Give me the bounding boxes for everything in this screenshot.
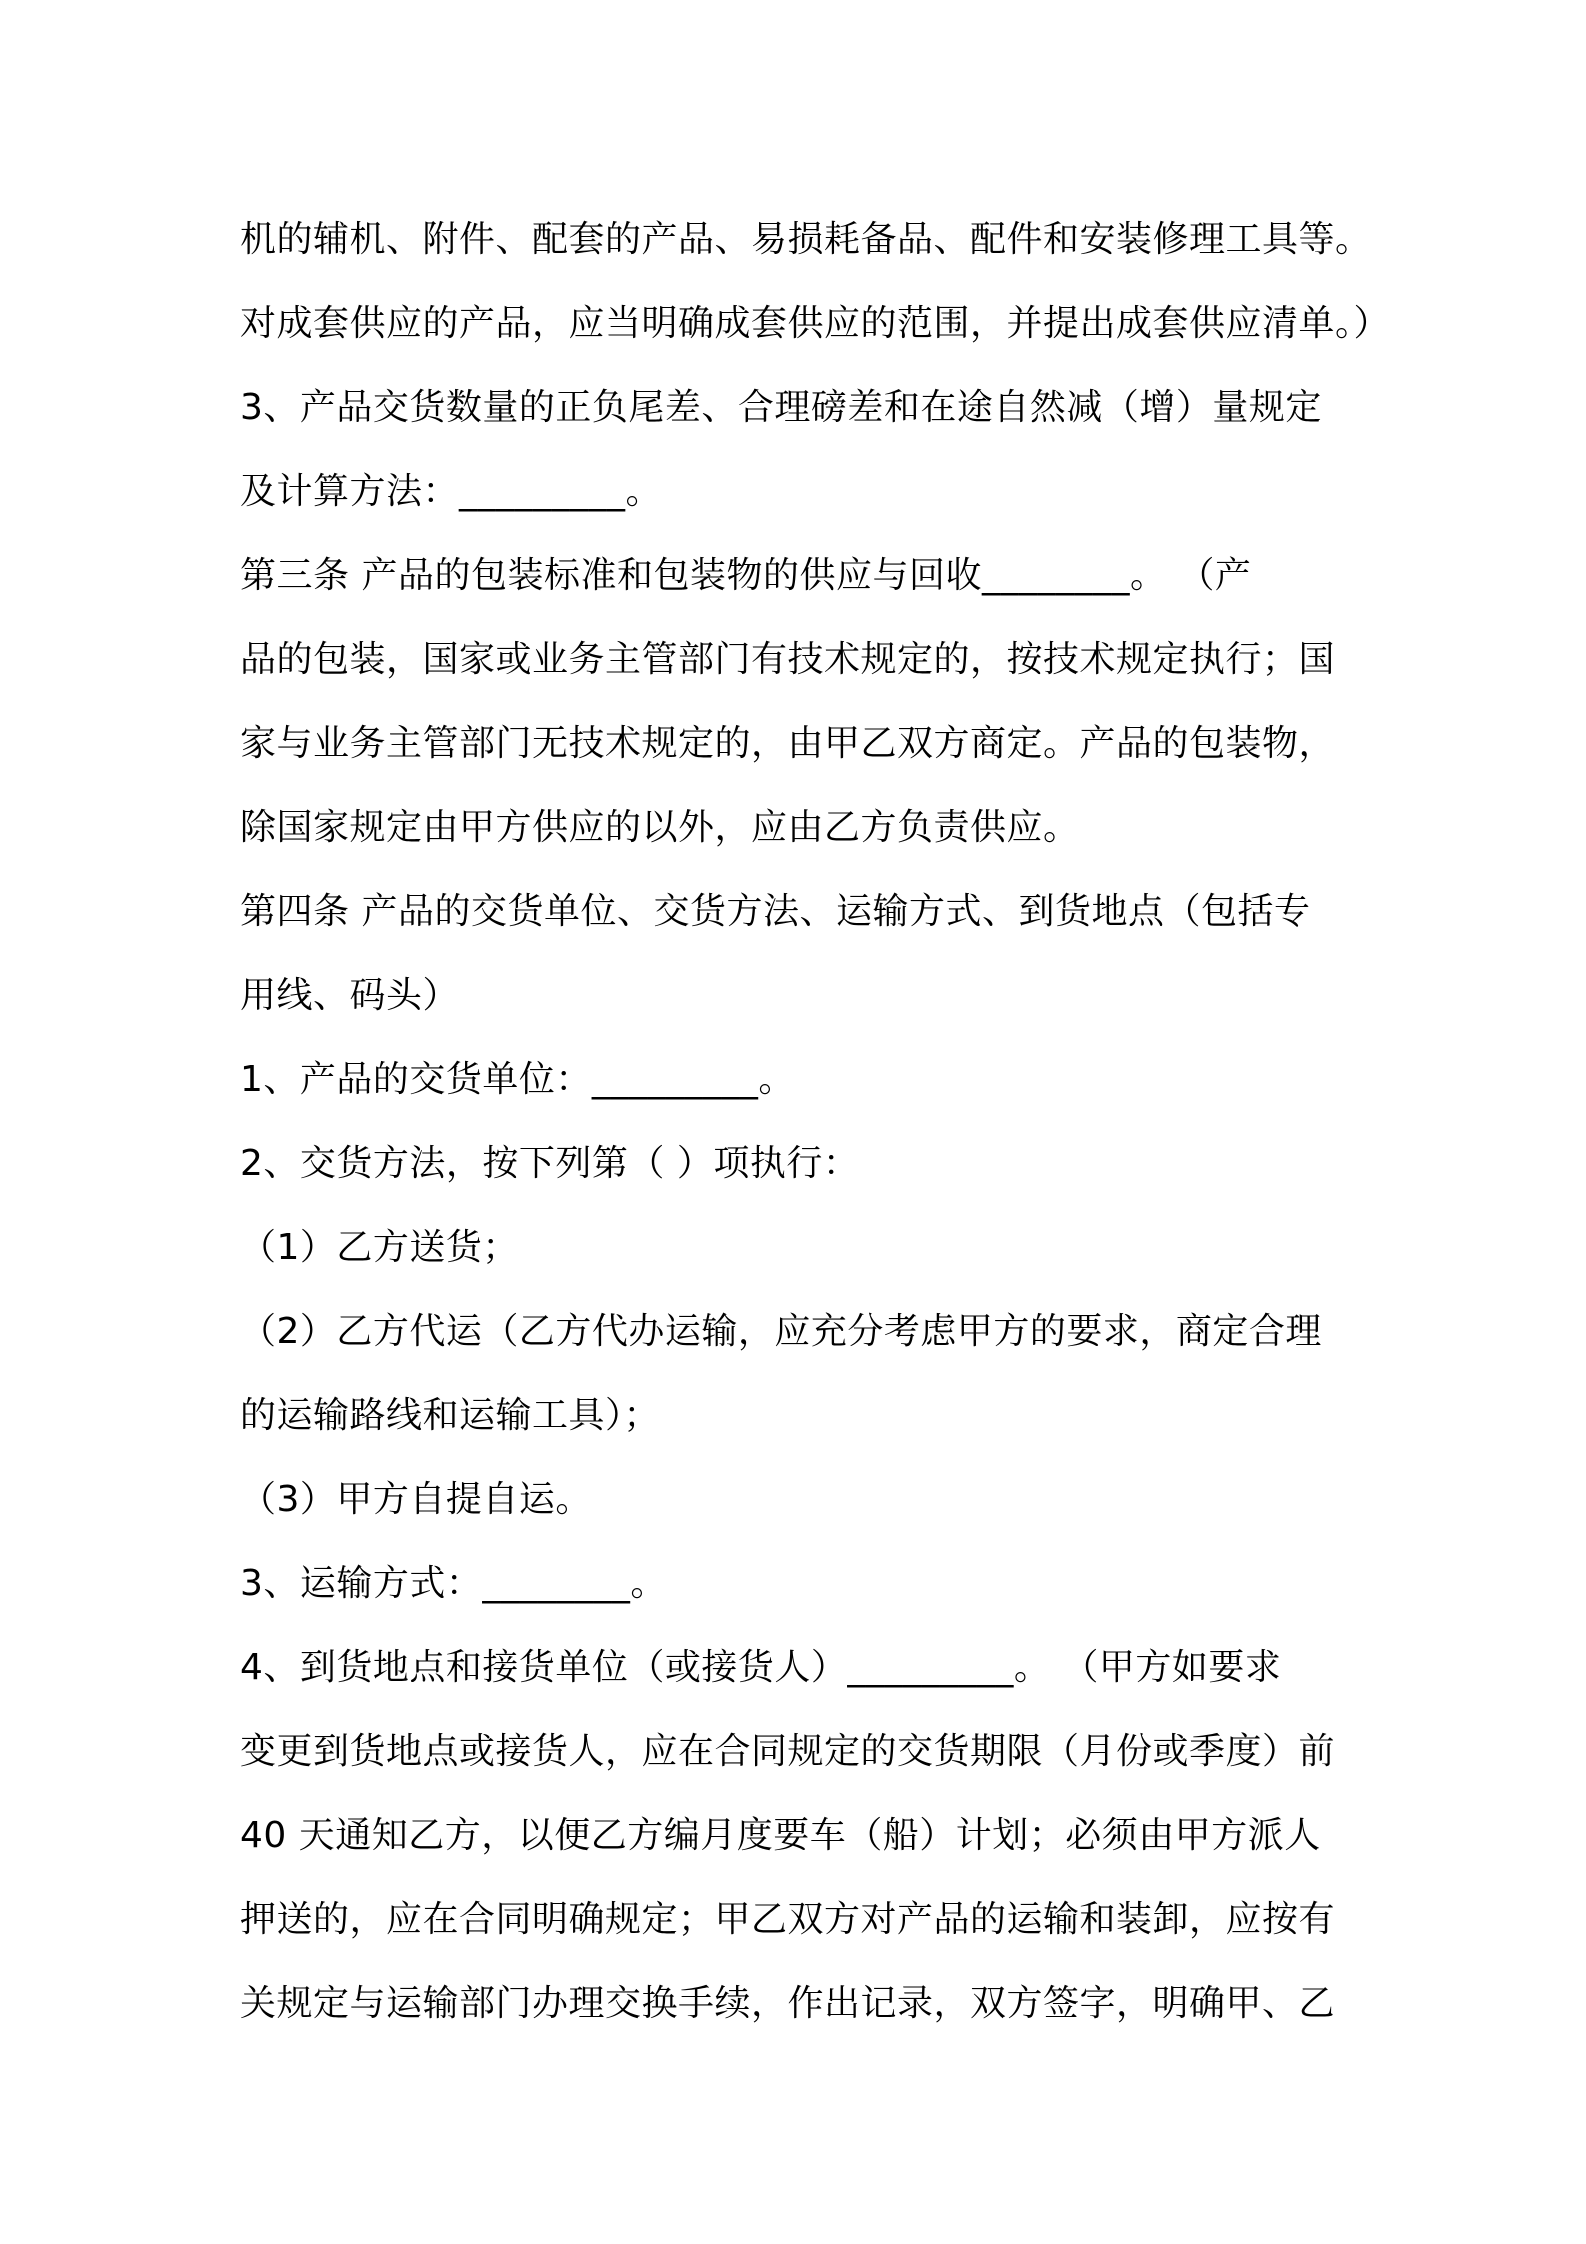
text-line: 除国家规定由甲方供应的以外，应由乙方负责供应。 (240, 807, 1080, 848)
text-line: 3、运输方式：________。 (240, 1563, 667, 1604)
option-line: （3）甲方自提自运。 (240, 1479, 592, 1520)
text-line: 变更到货地点或接货人，应在合同规定的交货期限（月份或季度）前 (240, 1731, 1336, 1772)
article-4-heading-line: 第四条 产品的交货单位、交货方法、运输方式、到货地点（包括专 (240, 891, 1311, 932)
text-line: 用线、码头） (240, 975, 460, 1016)
text-line: 的运输路线和运输工具）； (240, 1395, 661, 1436)
text-line: 1、产品的交货单位：_________。 (240, 1059, 795, 1100)
text-line: 机的辅机、附件、配套的产品、易损耗备品、配件和安装修理工具等。 (240, 219, 1372, 260)
text-line: 40 天通知乙方，以便乙方编月度要车（船）计划；必须由甲方派人 (240, 1815, 1321, 1856)
option-line: （2）乙方代运（乙方代办运输，应充分考虑甲方的要求，商定合理 (240, 1311, 1322, 1352)
article-3-heading-line: 第三条 产品的包装标准和包装物的供应与回收________。 （产 (240, 555, 1252, 596)
text-line: 押送的，应在合同明确规定；甲乙双方对产品的运输和装卸，应按有 (240, 1899, 1336, 1940)
text-line: 家与业务主管部门无技术规定的，由甲乙双方商定。产品的包装物， (240, 723, 1336, 764)
text-line: 品的包装，国家或业务主管部门有技术规定的，按技术规定执行；国 (240, 639, 1336, 680)
text-line: 3、产品交货数量的正负尾差、合理磅差和在途自然减（增）量规定 (240, 387, 1322, 428)
text-line: 4、到货地点和接货单位（或接货人）_________。 （甲方如要求 (240, 1647, 1282, 1688)
text-line: 对成套供应的产品，应当明确成套供应的范围，并提出成套供应清单。） (240, 303, 1391, 344)
text-line: 及计算方法：_________。 (240, 471, 663, 512)
document-body (240, 198, 1391, 2046)
text-line: 2、交货方法，按下列第（ ）项执行： (240, 1143, 860, 1184)
option-line: （1）乙方送货； (240, 1227, 519, 1268)
text-line: 关规定与运输部门办理交换手续，作出记录，双方签字，明确甲、乙 (240, 1983, 1336, 2024)
